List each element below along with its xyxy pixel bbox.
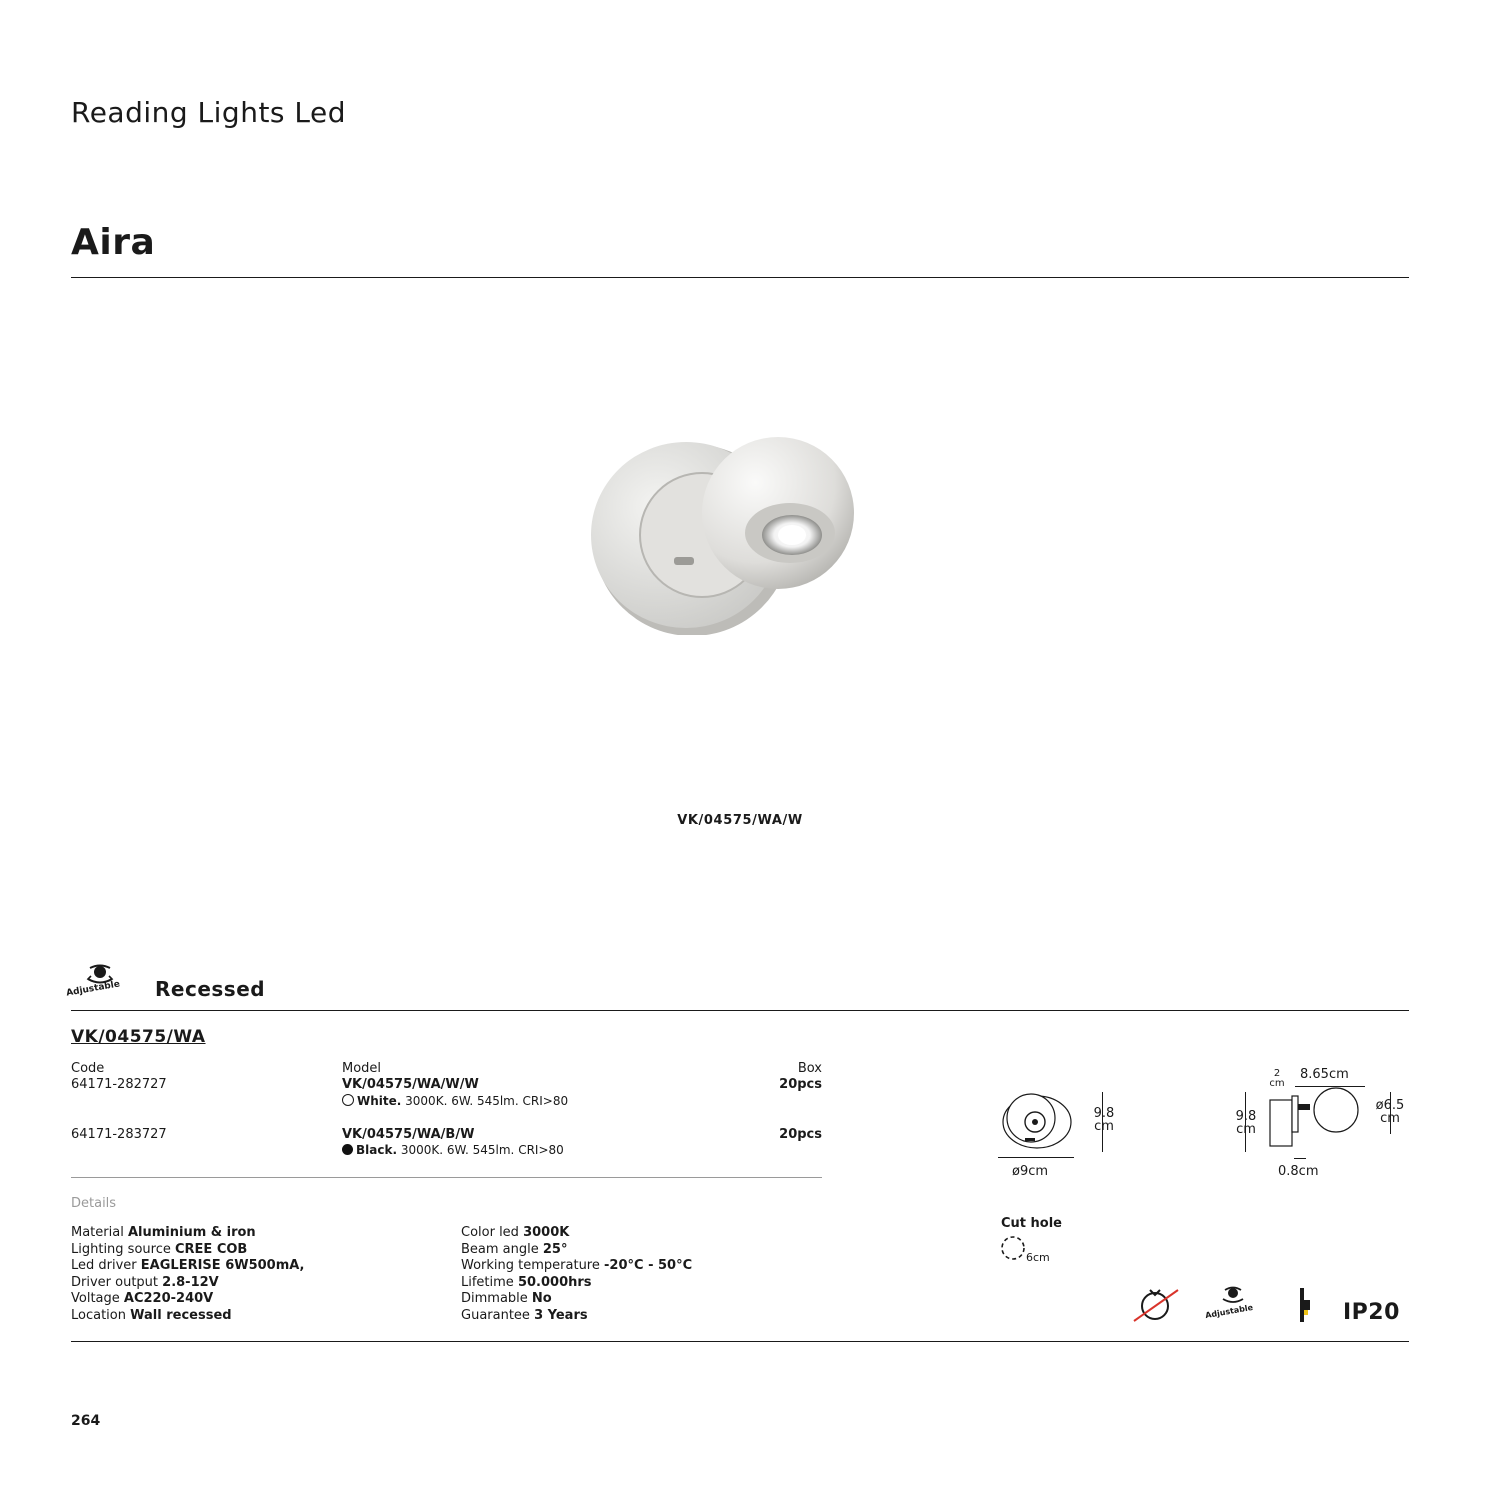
detail-color-led: Color led 3000K <box>461 1225 570 1240</box>
page-number: 264 <box>71 1413 101 1429</box>
col-header-box: Box <box>797 1061 822 1076</box>
detail-guarantee: Guarantee 3 Years <box>461 1307 588 1323</box>
front-width-line <box>998 1157 1074 1158</box>
black-swatch-icon <box>342 1144 353 1155</box>
wall-mount-icon <box>1298 1288 1312 1322</box>
row-2-spec-text: 3000K. 6W. 545lm. CRI>80 <box>400 1143 564 1157</box>
ip-rating: IP20 <box>1343 1300 1400 1325</box>
row-1-color: White. <box>357 1094 402 1108</box>
details-title: Details <box>71 1196 117 1211</box>
header-divider <box>71 277 1409 278</box>
detail-driver-output: Driver output 2.8-12V <box>71 1274 219 1290</box>
footer-divider <box>71 1341 1409 1342</box>
row-1-box: 20pcs <box>779 1077 822 1092</box>
section-title: Recessed <box>155 977 266 1001</box>
side-depth-label: 2 cm <box>1269 1068 1285 1089</box>
family-code: VK/04575/WA <box>71 1027 206 1047</box>
product-image <box>580 425 900 635</box>
product-name: Aira <box>71 222 156 263</box>
col-header-model: Model <box>342 1061 382 1076</box>
section-divider <box>71 1010 1409 1011</box>
detail-working-temperature: Working temperature -20°C - 50°C <box>461 1258 693 1273</box>
row-2-code: 64171-283727 <box>71 1127 167 1142</box>
row-2-box: 20pcs <box>779 1127 822 1142</box>
row-2-model: VK/04575/WA/B/W <box>342 1127 475 1142</box>
col-header-code: Code <box>71 1061 105 1076</box>
adjustable-icon-label: Adjustable <box>65 979 121 999</box>
detail-material: Material Aluminium & iron <box>71 1225 256 1240</box>
side-plate-label: 0.8cm <box>1278 1164 1319 1179</box>
white-swatch-icon <box>342 1094 354 1106</box>
side-height-label: 9.8 cm <box>1235 1109 1257 1137</box>
category-title: Reading Lights Led <box>71 96 347 129</box>
detail-location: Location Wall recessed <box>71 1307 232 1323</box>
cut-hole-size: 6cm <box>1026 1251 1050 1264</box>
no-dimmer-icon <box>1132 1286 1180 1324</box>
front-height-label: 9.8 cm <box>1093 1106 1115 1134</box>
detail-dimmable: Dimmable No <box>461 1291 552 1306</box>
detail-voltage: Voltage AC220-240V <box>71 1291 214 1306</box>
side-length-label: 8.65cm <box>1300 1067 1349 1082</box>
detail-led-driver: Led driver EAGLERISE 6W500mA, <box>71 1258 305 1273</box>
cut-hole-label: Cut hole <box>1001 1216 1062 1231</box>
side-view-drawing <box>1262 1086 1372 1156</box>
detail-lighting-source: Lighting source CREE COB <box>71 1241 248 1257</box>
adjustable-small-label: Adjustable <box>1204 1302 1254 1321</box>
row-1-spec <box>342 1094 568 1108</box>
row-2-color: Black. <box>356 1143 398 1157</box>
row-2-spec <box>342 1143 564 1157</box>
details-left-column <box>71 1225 305 1324</box>
side-plate-line <box>1294 1158 1306 1159</box>
table-divider <box>71 1177 822 1178</box>
cut-hole-icon <box>1000 1235 1026 1261</box>
row-1-spec-text: 3000K. 6W. 545lm. CRI>80 <box>405 1094 569 1108</box>
row-1-code: 64171-282727 <box>71 1077 167 1092</box>
details-right-column <box>461 1225 692 1324</box>
front-view-drawing <box>995 1088 1085 1160</box>
front-diameter-label: ø9cm <box>1012 1164 1049 1179</box>
detail-lifetime: Lifetime 50.000hrs <box>461 1274 592 1290</box>
side-length-line <box>1295 1086 1365 1087</box>
detail-beam-angle: Beam angle 25° <box>461 1241 568 1257</box>
product-image-caption: VK/04575/WA/W <box>677 813 803 828</box>
row-1-model: VK/04575/WA/W/W <box>342 1077 479 1092</box>
side-head-label: ø6.5 cm <box>1375 1098 1405 1126</box>
